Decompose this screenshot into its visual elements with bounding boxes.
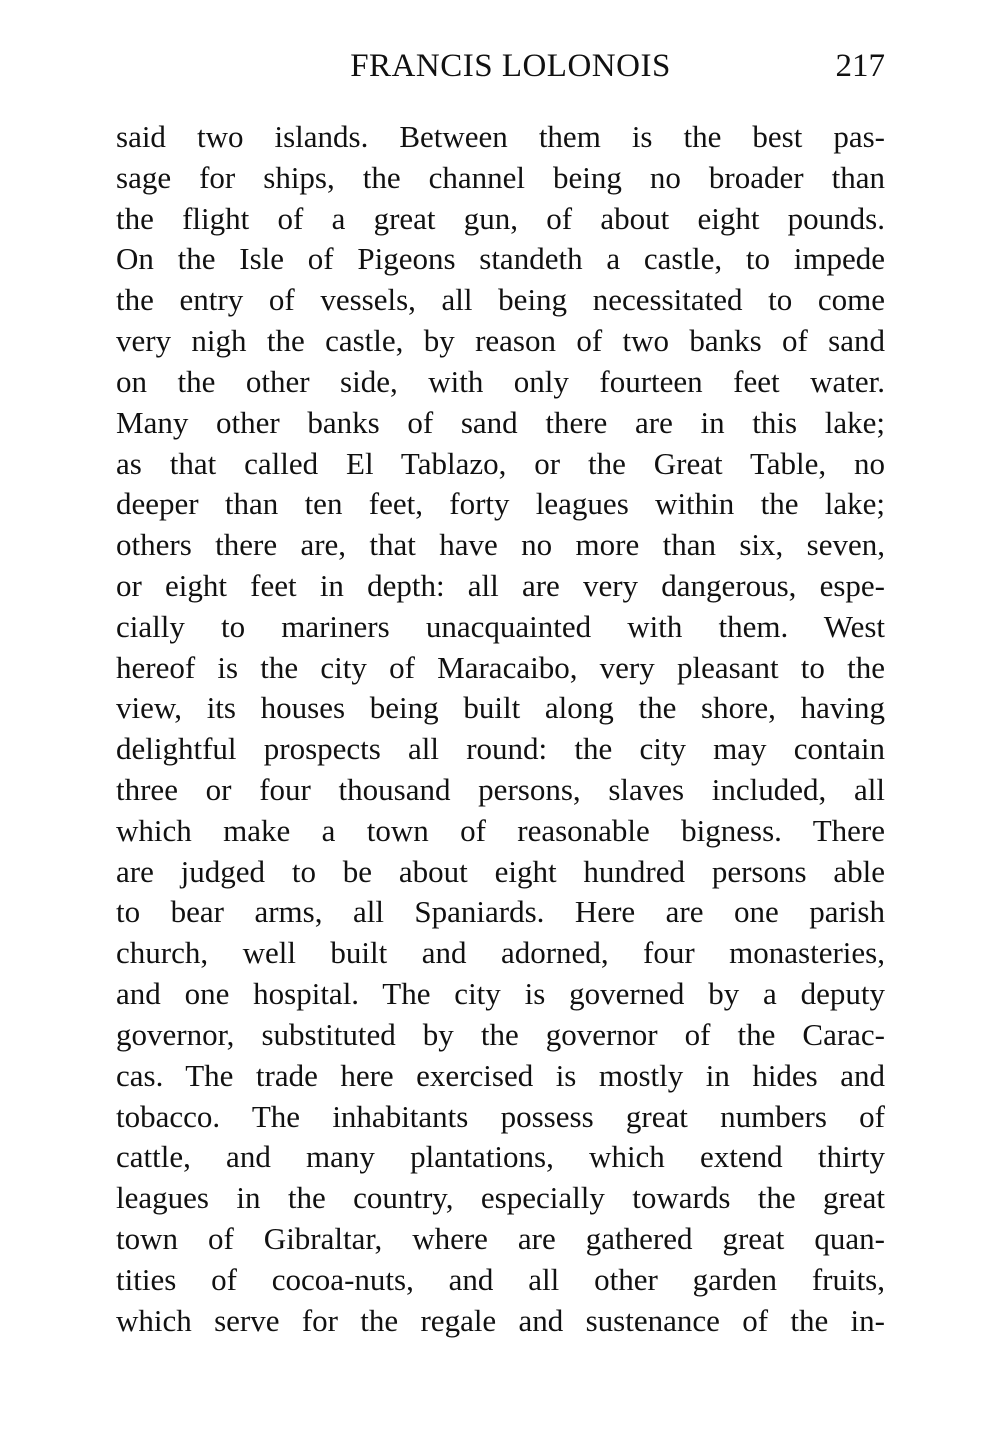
text-line-content: which make a town of reasonable bigness. There: [116, 812, 885, 848]
text-line: [116, 1015, 885, 1056]
text-line: [116, 811, 885, 852]
text-line: [116, 199, 885, 240]
text-line: [116, 362, 885, 403]
text-line: [116, 403, 885, 444]
text-line-content: three or four thousand persons, slaves included, all: [116, 772, 885, 807]
text-line: [116, 688, 885, 729]
text-line-content: and one hospital. The city is governed by a deputy: [116, 976, 885, 1012]
text-line-content: town of Gibraltar, where are gathered great quan-: [116, 1220, 885, 1256]
text-line: [116, 770, 885, 811]
text-line: [116, 892, 885, 933]
text-line-content: are judged to be about eight hundred persons able: [116, 853, 885, 889]
text-line: [116, 933, 885, 974]
text-line-content: to bear arms, all Spaniards. Here are one parish: [116, 894, 885, 930]
text-line-content: leagues in the country, especially towards the great: [116, 1180, 885, 1216]
text-line: [116, 1097, 885, 1138]
text-line-content: tobacco. The inhabitants possess great numbers of: [116, 1098, 885, 1134]
text-line: [116, 566, 885, 607]
text-line-content: on the other side, with only fourteen feet water.: [116, 363, 885, 399]
text-line: [116, 1219, 885, 1260]
text-line: [116, 1178, 885, 1219]
text-line-content: Many other banks of sand there are in this lake;: [116, 404, 885, 440]
text-line: [116, 239, 885, 280]
text-line-content: governor, substituted by the governor of the Carac-: [116, 1016, 885, 1052]
running-title: FRANCIS LOLONOIS: [350, 48, 671, 84]
text-line: [116, 729, 885, 770]
text-line-content: delightful prospects all round: the city may contain: [116, 731, 885, 767]
text-line-content: as that called El Tablazo, or the Great Table, no: [116, 445, 885, 481]
text-line: [116, 484, 885, 525]
text-line: [116, 648, 885, 689]
text-line-content: the entry of vessels, all being necessitated to come: [116, 282, 885, 318]
text-line-content: others there are, that have no more than six, seven,: [116, 527, 885, 563]
body-text: [116, 117, 885, 1341]
text-line-content: the flight of a great gun, of about eight pounds.: [116, 200, 885, 236]
text-line: [116, 1301, 885, 1342]
text-line: [116, 852, 885, 893]
text-line-content: or eight feet in depth: all are very dangerous, espe-: [116, 567, 885, 603]
text-line: [116, 117, 885, 158]
text-line-content: very nigh the castle, by reason of two banks of sand: [116, 323, 885, 359]
text-line: [116, 444, 885, 485]
running-head: [116, 44, 885, 88]
text-line-content: said two islands. Between them is the best pas-: [116, 119, 885, 154]
text-line-content: cas. The trade here exercised is mostly in hides and: [116, 1057, 885, 1093]
text-line: [116, 525, 885, 566]
text-line: [116, 158, 885, 199]
text-line-content: deeper than ten feet, forty leagues within the lake;: [116, 486, 885, 522]
text-line-content: which serve for the regale and sustenance of the in-: [116, 1302, 885, 1338]
text-line: [116, 974, 885, 1015]
text-line: [116, 321, 885, 362]
text-line: [116, 280, 885, 321]
text-line: [116, 607, 885, 648]
text-line-content: hereof is the city of Maracaibo, very pleasant to the: [116, 649, 885, 685]
text-line: [116, 1260, 885, 1301]
page-number: 217: [835, 48, 885, 84]
text-line: [116, 1137, 885, 1178]
text-line-content: church, well built and adorned, four monasteries,: [116, 935, 885, 971]
text-line-content: sage for ships, the channel being no broader than: [116, 159, 885, 195]
text-line: [116, 1056, 885, 1097]
text-line-content: view, its houses being built along the shore, having: [116, 690, 885, 726]
text-line-content: tities of cocoa-nuts, and all other garden fruits,: [116, 1261, 885, 1297]
text-line-content: cially to mariners unacquainted with them. West: [116, 608, 885, 644]
text-line-content: On the Isle of Pigeons standeth a castle, to impede: [116, 241, 885, 277]
text-line-content: cattle, and many plantations, which extend thirty: [116, 1139, 885, 1175]
